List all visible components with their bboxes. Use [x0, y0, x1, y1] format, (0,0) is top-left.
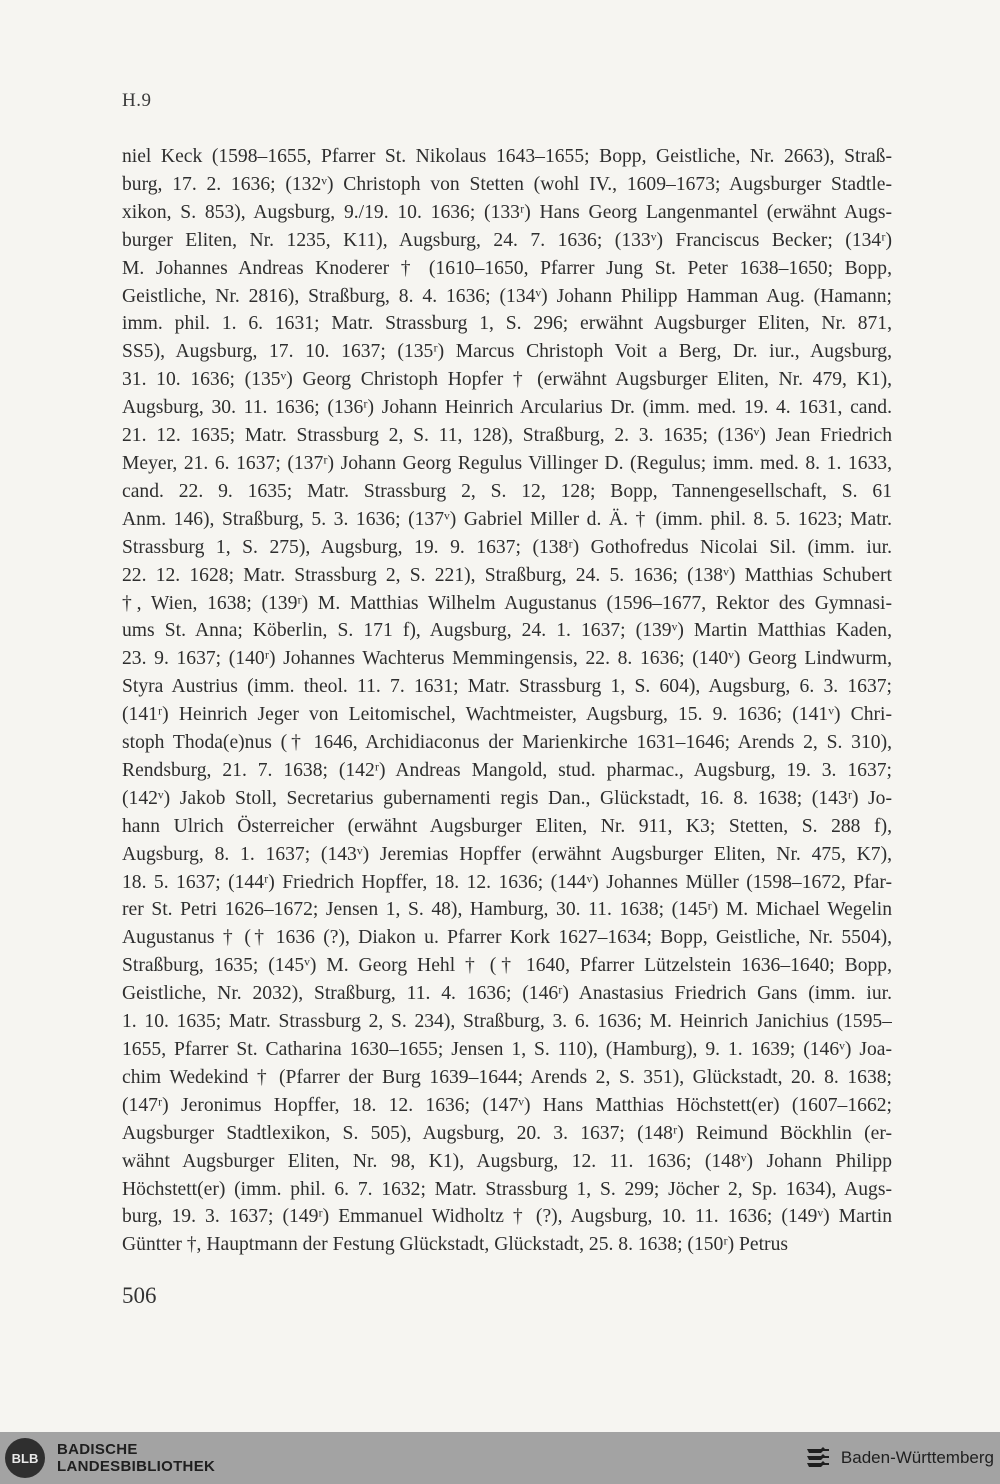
library-name-line2: LANDESBIBLIOTHEK — [57, 1458, 216, 1475]
text-line: Augustanus † († 1636 (?), Diakon u. Pfarrer Kork 1627–1634; Bopp, Geistliche, Nr. 5504), — [122, 927, 892, 949]
viewer-footer — [0, 1432, 1000, 1484]
text-line: 21. 12. 1635; Matr. Strassburg 2, S. 11, 128), Straßburg, 2. 3. 1635; (136ᵛ) Jean Friedrich — [122, 425, 892, 447]
text-line: (147ʳ) Jeronimus Hopffer, 18. 12. 1636; (147ᵛ) Hans Matthias Höchstett(er) (1607–1662; — [122, 1094, 892, 1116]
library-name-line1: BADISCHE — [57, 1441, 138, 1458]
text-line: Güntter †, Hauptmann der Festung Glückstadt, Glückstadt, 25. 8. 1638; (150ʳ) Petrus — [122, 1234, 788, 1256]
text-line: M. Johannes Andreas Knoderer † (1610–1650, Pfarrer Jung St. Peter 1638–1650; Bopp, — [122, 257, 892, 279]
text-line: wähnt Augsburger Eliten, Nr. 98, K1), Augsburg, 12. 11. 1636; (148ᵛ) Johann Philipp — [122, 1150, 892, 1172]
state-logo[interactable] — [803, 1443, 994, 1473]
page-number: 506 — [122, 1283, 157, 1308]
text-line: Strassburg 1, S. 275), Augsburg, 19. 9. 1637; (138ʳ) Gothofredus Nicolai Sil. (imm. iur. — [122, 536, 892, 558]
text-line: Geistliche, Nr. 2816), Straßburg, 8. 4. 1636; (134ᵛ) Johann Philipp Hamman Aug. (Hamann; — [122, 285, 892, 307]
text-line: stoph Thoda(e)nus († 1646, Archidiaconus der Marienkirche 1631–1646; Arends 2, S. 310), — [122, 732, 892, 754]
text-line: imm. phil. 1. 6. 1631; Matr. Strassburg 1, S. 296; erwähnt Augsburger Eliten, Nr. 871, — [122, 313, 892, 335]
text-line: 1655, Pfarrer St. Catharina 1630–1655; Jensen 1, S. 110), (Hamburg), 9. 1. 1639; (146ᵛ) Joa- — [122, 1039, 892, 1060]
text-line: ums St. Anna; Köberlin, S. 171 f), Augsburg, 24. 1. 1637; (139ᵛ) Martin Matthias Kaden, — [122, 620, 892, 642]
text-line: cand. 22. 9. 1635; Matr. Strassburg 2, S. 12, 128; Bopp, Tannengesellschaft, S. 61 — [122, 480, 892, 502]
text-line: Anm. 146), Straßburg, 5. 3. 1636; (137ᵛ) Gabriel Miller d. Ä. † (imm. phil. 8. 5. 1623; Matr. — [122, 508, 892, 530]
text-line: (142ᵛ) Jakob Stoll, Secretarius gubernamenti regis Dan., Glückstadt, 16. 8. 1638; (143ʳ) Jo- — [122, 787, 892, 809]
text-line: 23. 9. 1637; (140ʳ) Johannes Wachterus Memmingensis, 22. 8. 1636; (140ᵛ) Georg Lindwurm, — [122, 648, 892, 670]
text-line: Augsburg, 30. 11. 1636; (136ʳ) Johann Heinrich Arcularius Dr. (imm. med. 19. 4. 1631, cand. — [122, 397, 892, 419]
text-line: burger Eliten, Nr. 1235, K11), Augsburg, 24. 7. 1636; (133ᵛ) Franciscus Becker; (134ʳ) — [122, 229, 892, 251]
lions-crest-icon — [803, 1443, 833, 1473]
text-line: Augsburger Stadtlexikon, S. 505), Augsburg, 20. 3. 1637; (148ʳ) Reimund Böckhlin (er- — [122, 1122, 892, 1144]
text-line: Styra Austrius (imm. theol. 11. 7. 1631; Matr. Strassburg 1, S. 604), Augsburg, 6. 3. 1637; — [122, 676, 892, 698]
text-line: Straßburg, 1635; (145ᵛ) M. Georg Hehl † († 1640, Pfarrer Lützelstein 1636–1640; Bopp, — [122, 955, 892, 977]
text-line: chim Wedekind † (Pfarrer der Burg 1639–1644; Arends 2, S. 351), Glückstadt, 20. 8. 1638; — [122, 1066, 892, 1088]
body-text — [122, 143, 892, 1259]
text-line: 31. 10. 1636; (135ᵛ) Georg Christoph Hopfer † (erwähnt Augsburger Eliten, Nr. 479, K1), — [122, 369, 892, 391]
running-head: H.9 — [122, 90, 152, 111]
text-line: 22. 12. 1628; Matr. Strassburg 2, S. 221), Straßburg, 24. 5. 1636; (138ᵛ) Matthias Schubert — [122, 564, 892, 586]
text-line: niel Keck (1598–1655, Pfarrer St. Nikolaus 1643–1655; Bopp, Geistliche, Nr. 2663), Straß- — [122, 146, 892, 167]
text-line: SS5), Augsburg, 17. 10. 1637; (135ʳ) Marcus Christoph Voit a Berg, Dr. iur., Augsburg, — [122, 341, 892, 363]
text-line: Augsburg, 8. 1. 1637; (143ᵛ) Jeremias Hopffer (erwähnt Augsburger Eliten, Nr. 475, K7), — [122, 843, 892, 865]
text-line: (141ʳ) Heinrich Jeger von Leitomischel, Wachtmeister, Augsburg, 15. 9. 1636; (141ᵛ) Chri- — [122, 704, 892, 726]
text-line: rer St. Petri 1626–1672; Jensen 1, S. 48), Hamburg, 30. 11. 1638; (145ʳ) M. Michael Wegelin — [122, 899, 892, 921]
blb-logo-icon[interactable]: BLB — [5, 1438, 45, 1478]
text-line: burg, 19. 3. 1637; (149ʳ) Emmanuel Widholtz † (?), Augsburg, 10. 11. 1636; (149ᵛ) Martin — [122, 1206, 892, 1228]
text-line: 1. 10. 1635; Matr. Strassburg 2, S. 234), Straßburg, 3. 6. 1636; M. Heinrich Janichius (1595– — [122, 1011, 892, 1033]
text-line: †, Wien, 1638; (139ʳ) M. Matthias Wilhelm Augustanus (1596–1677, Rektor des Gymnasi- — [122, 592, 892, 614]
text-line: hann Ulrich Österreicher (erwähnt Augsburger Eliten, Nr. 911, K3; Stetten, S. 288 f), — [122, 815, 892, 837]
text-line: Geistliche, Nr. 2032), Straßburg, 11. 4. 1636; (146ʳ) Anastasius Friedrich Gans (imm. iur. — [122, 983, 892, 1005]
text-line: Höchstett(er) (imm. phil. 6. 7. 1632; Matr. Strassburg 1, S. 299; Jöcher 2, Sp. 1634), Augs- — [122, 1178, 892, 1200]
library-name[interactable] — [57, 1441, 215, 1475]
text-line: 18. 5. 1637; (144ʳ) Friedrich Hopffer, 18. 12. 1636; (144ᵛ) Johannes Müller (1598–1672, Pfar- — [122, 871, 892, 893]
text-line: burg, 17. 2. 1636; (132ᵛ) Christoph von Stetten (wohl IV., 1609–1673; Augsburger Stadtle- — [122, 173, 892, 195]
state-name: Baden-Württemberg — [840, 1448, 994, 1467]
text-line: Meyer, 21. 6. 1637; (137ʳ) Johann Georg Regulus Villinger D. (Regulus; imm. med. 8. 1. 1633, — [122, 452, 892, 474]
text-line: xikon, S. 853), Augsburg, 9./19. 10. 1636; (133ʳ) Hans Georg Langenmantel (erwähnt Augs- — [122, 201, 892, 223]
text-line: Rendsburg, 21. 7. 1638; (142ʳ) Andreas Mangold, stud. pharmac., Augsburg, 19. 3. 1637; — [122, 759, 892, 781]
